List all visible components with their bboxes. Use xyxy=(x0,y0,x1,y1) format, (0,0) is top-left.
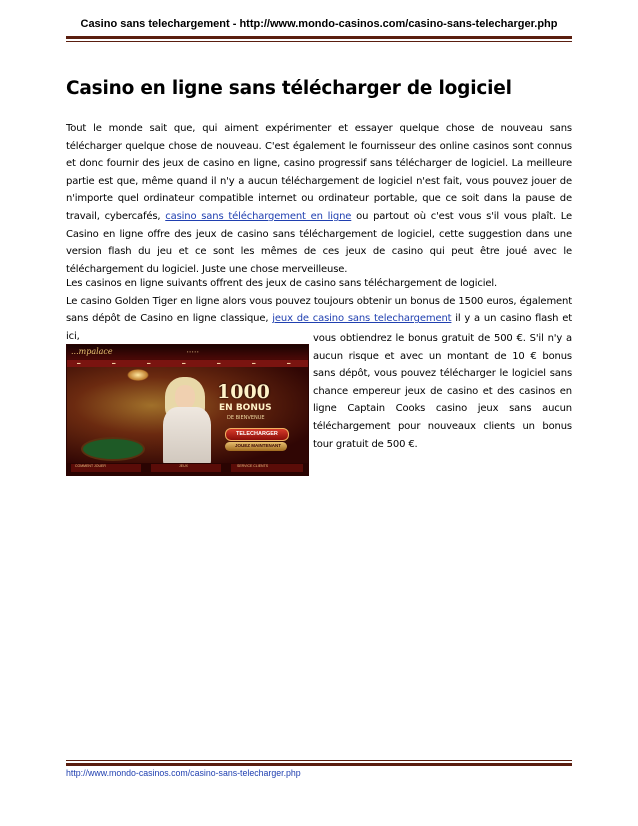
casino-download-button xyxy=(225,428,289,441)
footer-url-link[interactable]: http://www.mondo-casinos.com/casino-sans-telecharger.php xyxy=(66,768,301,778)
casino-logo: ...mpalace xyxy=(71,347,113,356)
paragraph-bonus: vous obtiendrez le bonus gratuit de 500 €. S'il n'y a aucun risque et avec un montant de 10 € bonus sans dépôt, vous pouvez télécharger le logiciel sans chance empereur jeux de casino et des casinos en ligne Captain Cooks casino jeux sans aucun téléchargement pour nouveaux clients un bonus tour gratuit de 500 €. xyxy=(313,333,572,450)
casino-nav-item: ▬ xyxy=(287,361,291,365)
casino-top-links: ▪ ▪ ▪ ▪ ▪ xyxy=(187,349,199,354)
page-title: Casino en ligne sans télécharger de logiciel xyxy=(66,78,512,99)
paragraph-intro xyxy=(66,120,572,278)
casino-footer-item: SERVICE CLIENTS xyxy=(237,464,269,468)
header-divider-thick xyxy=(66,36,572,39)
paragraph-casinos-text-after: il y a un casino flash et ici, xyxy=(66,313,573,342)
casino-bonus-label: EN BONUS xyxy=(219,403,272,413)
roulette-table-icon xyxy=(81,437,145,461)
casino-sans-telechargement-link[interactable]: casino sans téléchargement en ligne xyxy=(165,210,352,222)
casino-nav-item: ▬ xyxy=(217,361,221,365)
header-divider-thin xyxy=(66,41,572,42)
paragraph-casinos-line1: Les casinos en ligne suivants offrent des jeux de casino sans téléchargement de logiciel. xyxy=(66,278,498,289)
casino-nav-item: ▬ xyxy=(147,361,151,365)
jeux-casino-link[interactable]: jeux de casino sans telechargement xyxy=(272,313,452,325)
casino-bonus-sub: DE BIENVENUE xyxy=(227,415,265,421)
footer-divider-thick xyxy=(66,763,572,766)
footer-divider-thin xyxy=(66,760,572,761)
casino-screenshot-image xyxy=(66,344,309,476)
casino-footer-item: COMMENT JOUER xyxy=(75,464,106,468)
hostess-face xyxy=(175,385,195,409)
hostess-figure xyxy=(163,407,211,467)
chandelier-icon xyxy=(127,369,149,381)
casino-play-button xyxy=(225,442,287,451)
casino-play-label: JOUEZ MAINTENANT xyxy=(235,443,281,448)
casino-nav-item: ▬ xyxy=(182,361,186,365)
casino-image-footer xyxy=(67,463,308,475)
casino-nav-item: ▬ xyxy=(77,361,81,365)
casino-download-label: TELECHARGER xyxy=(236,431,278,437)
casino-image-topbar xyxy=(67,345,308,359)
casino-nav-item: ▬ xyxy=(112,361,116,365)
casino-footer-item: JEUX xyxy=(179,464,188,468)
casino-nav-bar xyxy=(67,360,308,367)
casino-nav-item: ▬ xyxy=(252,361,256,365)
paragraph-casinos-text-before: Le casino Golden Tiger en ligne alors vous pouvez toujours obtenir un bonus de 1500 euros, également sans dépôt de Casino en ligne classique, xyxy=(66,295,572,325)
page-header: Casino sans telechargement - http://www.mondo-casinos.com/casino-sans-telecharger.php xyxy=(80,18,558,30)
paragraph-intro-text-before: Tout le monde sait que, qui aiment expérimenter et essayer quelque chose de nouveau sans télécharger quelque chose de nouveau. C'est également le fournisseur des online casinos sont connus et donc fournir des jeux de casino en ligne, casino progressif sans télécharger de logiciel. La meilleure partie est que, même quand il n'y a aucun téléchargement de logiciel n'est fait, vous pouvez jouer de n'importe quel ordinateur compatible internet ou ordinateur portable, que ce soit dans la pause de travail, cybercafés, xyxy=(66,123,572,222)
paragraph-intro-text-after: ou partout où c'est vous s'il vous plaît. Le Casino en ligne offre des jeux de casino sans téléchargement de logiciel, cette suggestion dans une version flash du jeu et ce sont les mêmes de ces jeux de casino qui peut être joué avec le téléchargement du logiciel. Juste une chose merveilleuse. xyxy=(66,210,572,275)
casino-bonus-amount: 1000 xyxy=(217,381,270,403)
